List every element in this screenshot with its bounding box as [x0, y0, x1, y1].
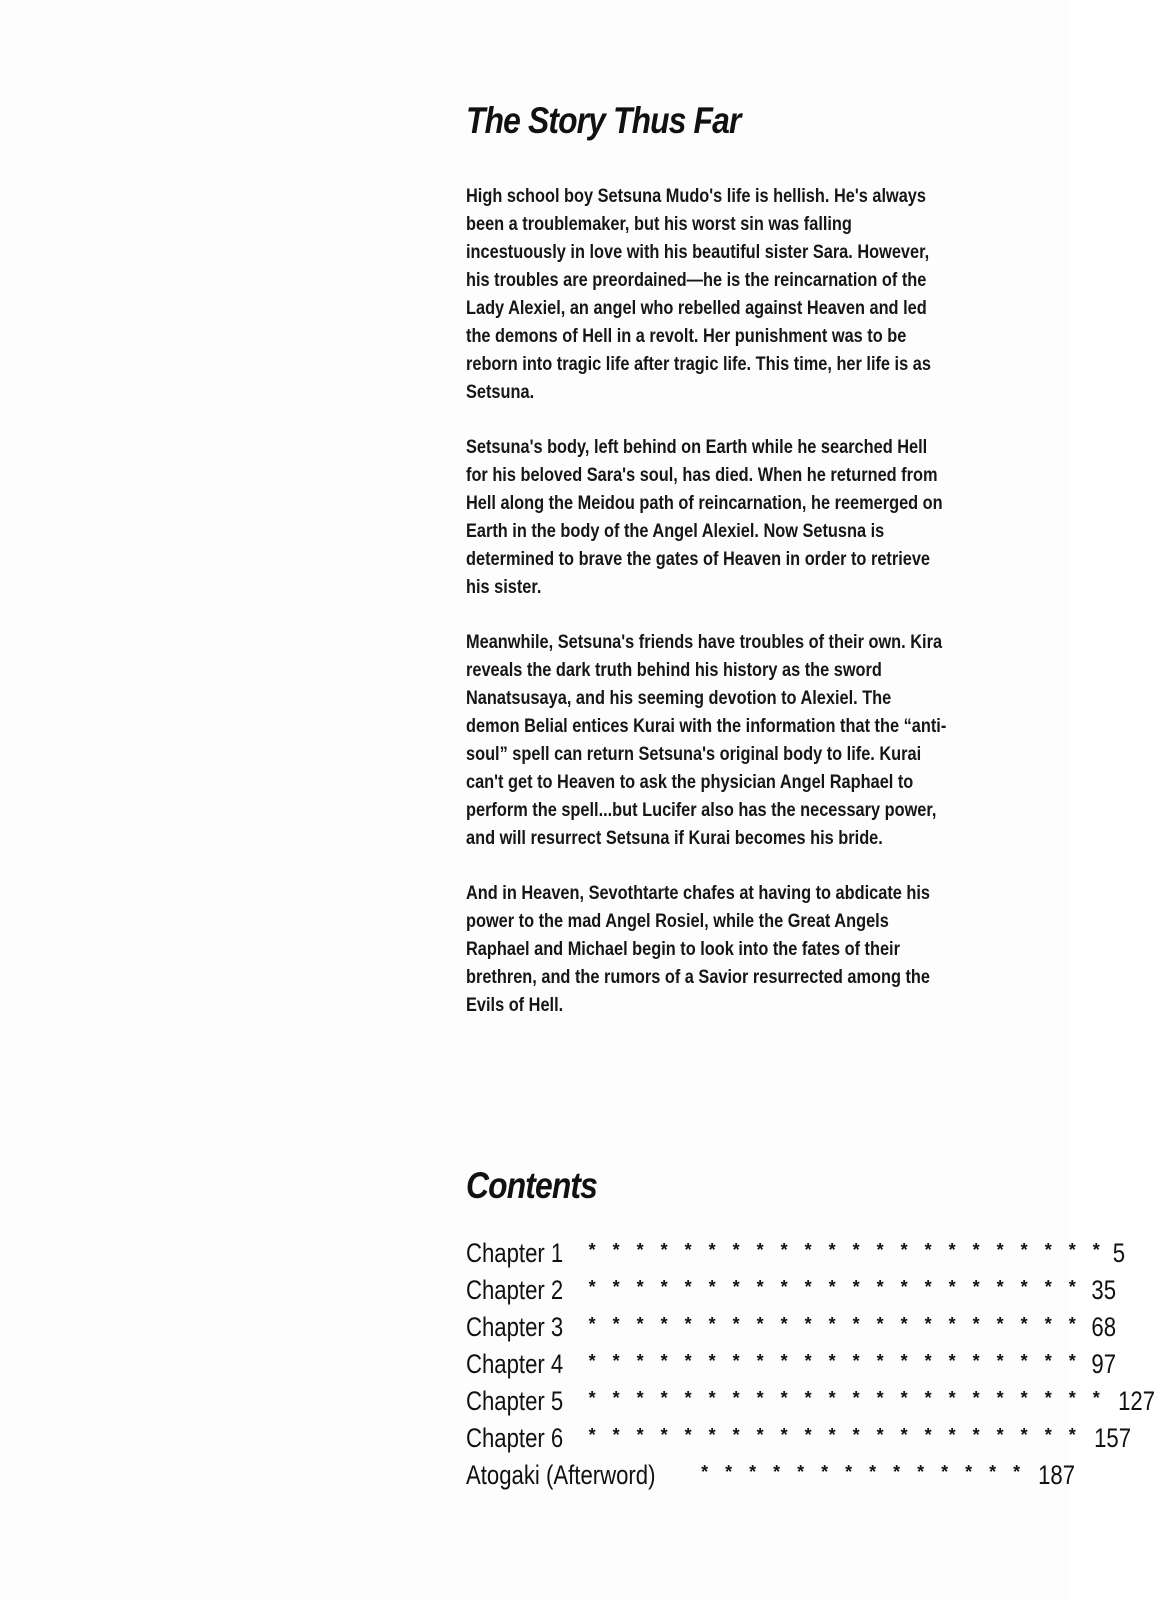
story-paragraph: High school boy Setsuna Mudo's life is hellish. He's always been a troublemaker, but his worst sin was falling incestuously in love with his beautiful sister Sara. However, his troubles are preordained—he is the reincarnation of the Lady Alexiel, an angel who rebelled against Heaven and led the demons of Hell in a revolt. Her punishment was to be reborn into tragic life after tragic life. This time, her life is as Setsuna. [466, 186, 931, 403]
toc-entry [466, 1386, 1155, 1423]
toc-leader: * * * * * * * * * * * * * * * * * * * * * [588, 1425, 1082, 1445]
toc-entry-title: Chapter 5 [466, 1386, 564, 1416]
story-heading: The Story Thus Far [466, 100, 741, 141]
toc-entry [466, 1349, 1116, 1386]
toc-leader: * * * * * * * * * * * * * * * * * * * * * * [588, 1388, 1106, 1408]
toc-leader: * * * * * * * * * * * * * * [701, 1462, 1027, 1482]
toc-entry [466, 1423, 1131, 1460]
toc-entry-page: 187 [1038, 1460, 1076, 1490]
toc-entry-title: Chapter 6 [466, 1423, 564, 1453]
toc-entry-page: 127 [1117, 1386, 1155, 1416]
table-of-contents [466, 1238, 1155, 1497]
toc-leader: * * * * * * * * * * * * * * * * * * * * * [588, 1351, 1082, 1371]
toc-entry [466, 1460, 1076, 1497]
toc-entry-page: 5 [1112, 1238, 1125, 1268]
toc-entry-page: 157 [1093, 1423, 1131, 1453]
toc-entry-page: 68 [1091, 1312, 1116, 1342]
toc-entry-title: Chapter 3 [466, 1312, 564, 1342]
toc-entry-title: Chapter 4 [466, 1349, 564, 1379]
contents-heading: Contents [466, 1165, 598, 1206]
toc-entry-title: Chapter 1 [466, 1238, 564, 1268]
toc-leader: * * * * * * * * * * * * * * * * * * * * * [588, 1277, 1082, 1297]
story-paragraph: Setsuna's body, left behind on Earth while he searched Hell for his beloved Sara's soul, has died. When he returned from Hell along the Meidou path of reincarnation, he reemerged on Earth in the body of the Angel Alexiel. Now Setusna is determined to brave the gates of Heaven in order to retrieve his sister. [466, 437, 943, 598]
toc-entry [466, 1238, 1125, 1275]
toc-leader: * * * * * * * * * * * * * * * * * * * * * * [588, 1240, 1106, 1260]
toc-entry [466, 1275, 1116, 1312]
toc-entry-page: 35 [1091, 1275, 1116, 1305]
toc-entry-title: Atogaki (Afterword) [466, 1460, 656, 1490]
story-paragraph: And in Heaven, Sevothtarte chafes at having to abdicate his power to the mad Angel Rosiel, while the Great Angels Raphael and Michael begin to look into the fates of their brethren, and the rumors of a Savior resurrected among the Evils of Hell. [466, 883, 930, 1016]
toc-entry [466, 1312, 1116, 1349]
toc-leader: * * * * * * * * * * * * * * * * * * * * * [588, 1314, 1082, 1334]
toc-entry-title: Chapter 2 [466, 1275, 564, 1305]
story-text [466, 183, 948, 1047]
toc-entry-page: 97 [1091, 1349, 1116, 1379]
story-paragraph: Meanwhile, Setsuna's friends have troubles of their own. Kira reveals the dark truth behind his history as the sword Nanatsusaya, and his seeming devotion to Alexiel. The demon Belial entices Kurai with the information that the “anti-soul” spell can return Setsuna's original body to life. Kurai can't get to Heaven to ask the physician Angel Raphael to perform the spell...but Lucifer also has the necessary power, and will resurrect Setsuna if Kurai becomes his bride. [466, 632, 947, 849]
